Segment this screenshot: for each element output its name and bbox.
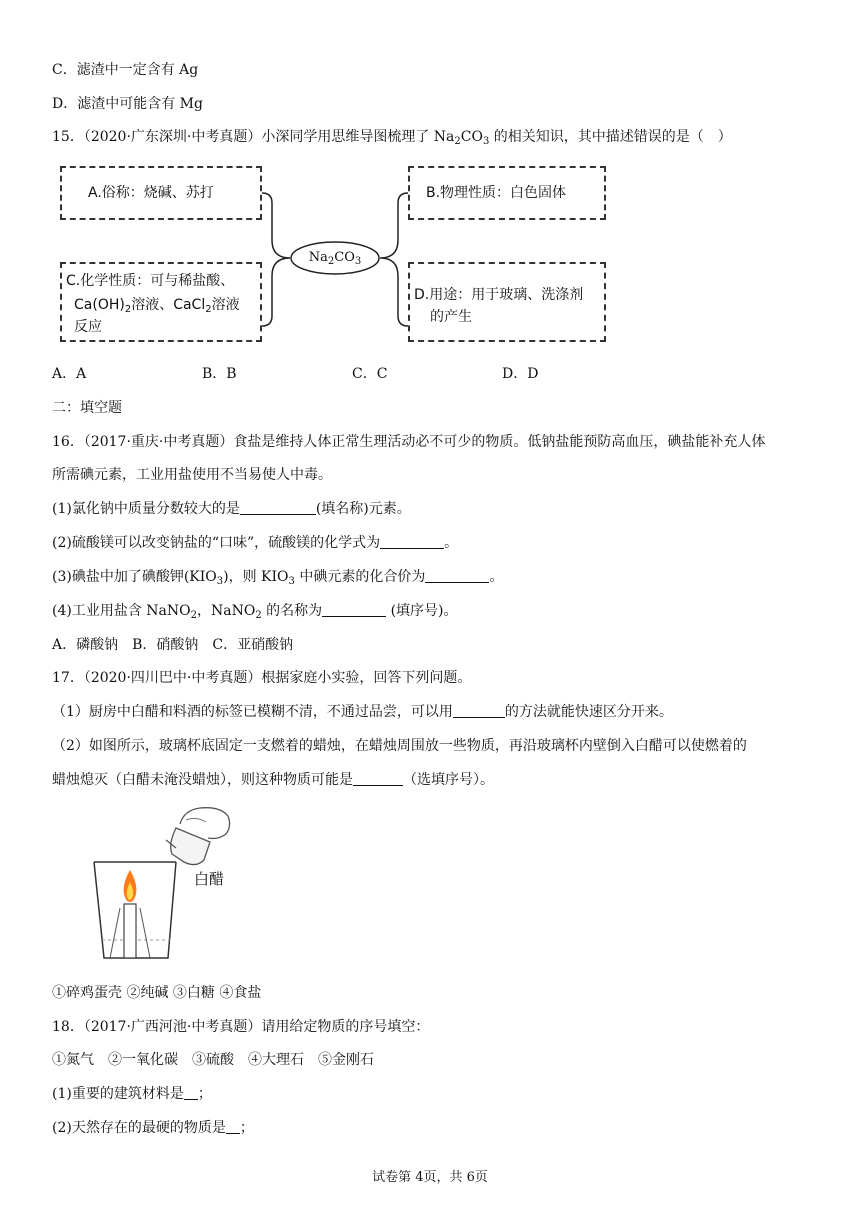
mindmap xyxy=(0,0,860,360)
q17-part-1: （1）厨房中白醋和料酒的标签已模糊不清，不通过品尝，可以用 的方法就能快速区分开来。 xyxy=(52,704,673,720)
q16-part-2: (2)硫酸镁可以改变钠盐的“口味”，硫酸镁的化学式为 。 xyxy=(52,535,459,551)
q15-stem: 15．（2020·广东深圳·中考真题）小深同学用思维导图梳理了 $Na_2CO_3$ 的相关知识，其中描述错误的是（ ） xyxy=(52,129,732,147)
answer-blank[interactable] xyxy=(240,500,316,515)
vinegar-label: 白醋 xyxy=(194,870,225,888)
q16-stem-1: 16．（2017·重庆·中考真题）食盐是维持人体正常生理活动必不可少的物质。低钠盐能预防高血压，碘盐能补充人体 xyxy=(52,434,766,450)
page-footer: 试卷第 4页，共 6页 xyxy=(372,1170,488,1185)
q16-part-4: (4)工业用盐含 NaNO$_2$，NaNO$_2$ 的名称为 (填序号)。 xyxy=(52,603,458,621)
answer-blank[interactable] xyxy=(353,771,403,786)
q16-stem-2: 所需碘元素，工业用盐使用不当易使人中毒。 xyxy=(52,467,332,483)
q16-part-3: (3)碘盐中加了碘酸钾$(KIO_3)$，则 $KIO_3$ 中碘元素的化合价为 。 xyxy=(52,569,504,587)
q18-stem: 18．（2017·广西河池·中考真题）请用给定物质的序号填空： xyxy=(52,1019,430,1035)
vinegar-candle-figure xyxy=(80,800,280,970)
mindmap-box-a: A.俗称：烧碱、苏打 xyxy=(60,166,262,220)
answer-blank[interactable] xyxy=(226,1119,240,1134)
q15-option-d: D．D xyxy=(502,366,539,382)
q17-part-2a: （2）如图所示，玻璃杯底固定一支燃着的蜡烛，在蜡烛周围放一些物质，再沿玻璃杯内壁倒入白醋可以使燃着的 xyxy=(52,738,747,754)
q15-option-c: C．C xyxy=(352,366,388,382)
option-c-prev: C．滤渣中一定含有 Ag xyxy=(52,62,199,78)
section-heading: 二：填空题 xyxy=(52,400,122,416)
q15-option-b: B．B xyxy=(202,366,237,382)
glass-candle-illustration xyxy=(80,800,280,970)
answer-blank[interactable] xyxy=(380,534,444,549)
mindmap-box-b: B.物理性质：白色固体 xyxy=(408,166,606,220)
q18-part-2: (2)天然存在的最硬的物质是 ； xyxy=(52,1120,254,1136)
q17-part-2b: 蜡烛熄灭（白醋未淹没蜡烛），则这种物质可能是 （选填序号）。 xyxy=(52,772,494,788)
q17-choices: ①碎鸡蛋壳 ②纯碱 ③白糖 ④食盐 xyxy=(52,985,262,1001)
answer-blank[interactable] xyxy=(425,568,489,583)
answer-blank[interactable] xyxy=(184,1085,198,1100)
answer-blank[interactable] xyxy=(322,602,386,617)
q15-option-a: A．A xyxy=(52,366,87,382)
q16-options: A．磷酸钠 B．硝酸钠 C．亚硝酸钠 xyxy=(52,637,294,653)
mindmap-center-label: $Na_2CO_3$ xyxy=(308,250,362,267)
mindmap-box-d: D.用途：用于玻璃、洗涤剂 的产生 xyxy=(408,262,606,342)
q17-stem: 17．（2020·四川巴中·中考真题）根据家庭小实验，回答下列问题。 xyxy=(52,670,472,686)
option-d-prev: D．滤渣中可能含有 Mg xyxy=(52,96,203,112)
q16-part-1: (1)氯化钠中质量分数较大的是 (填名称)元素。 xyxy=(52,501,411,517)
answer-blank[interactable] xyxy=(453,703,505,718)
q18-items: ①氮气 ②一氧化碳 ③硫酸 ④大理石 ⑤金刚石 xyxy=(52,1052,374,1068)
q18-part-1: (1)重要的建筑材料是 ； xyxy=(52,1086,212,1102)
mindmap-box-c: C.化学性质：可与稀盐酸、 $Ca(OH)_2$溶液、CaCl$_2$溶液 反应 xyxy=(60,262,262,342)
